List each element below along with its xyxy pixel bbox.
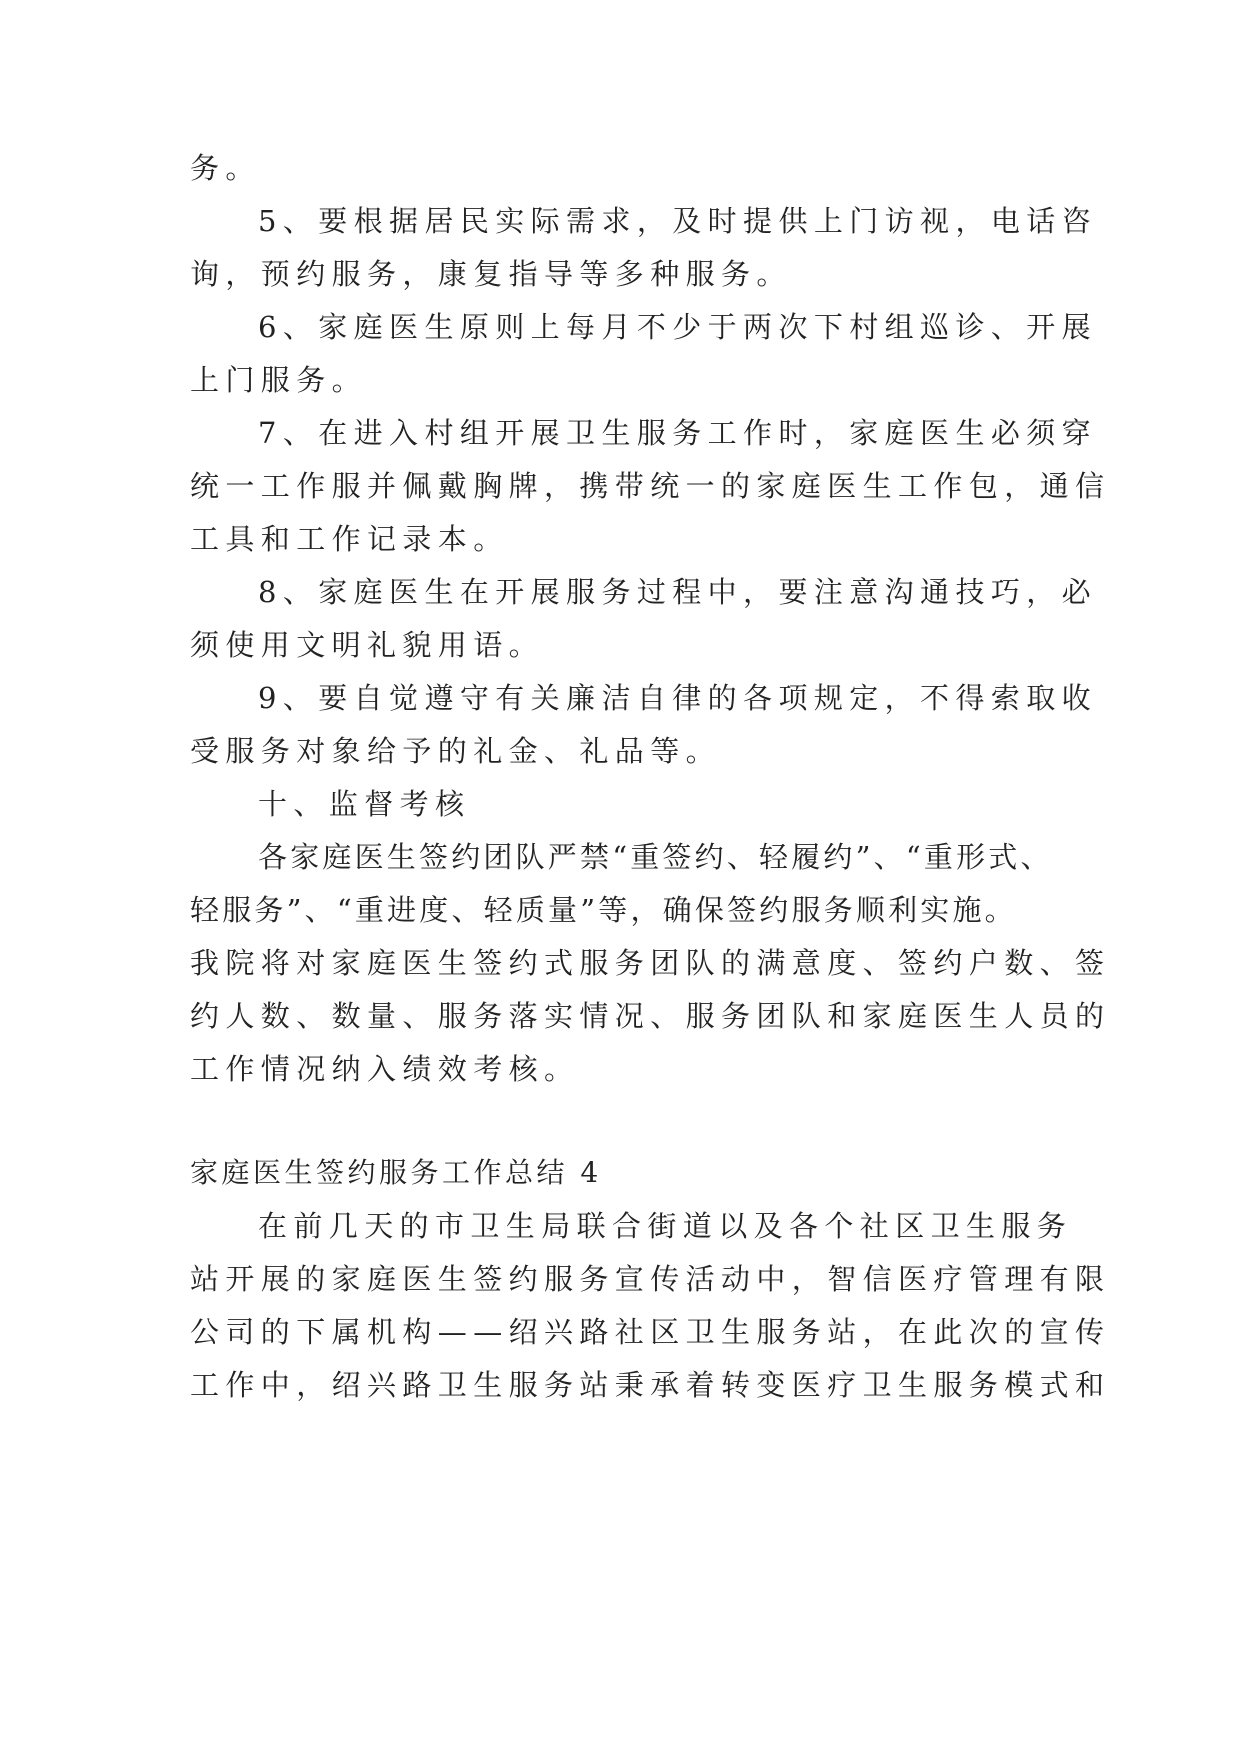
paragraph-line: 9、要自觉遵守有关廉洁自律的各项规定，不得索取收 xyxy=(258,681,1098,715)
paragraph-line: 统一工作服并佩戴胸牌，携带统一的家庭医生工作包，通信 xyxy=(190,469,1111,503)
paragraph-line: 各家庭医生签约团队严禁“重签约、轻履约”、“重形式、 xyxy=(258,840,1053,874)
paragraph-line: 站开展的家庭医生签约服务宣传活动中，智信医疗管理有限 xyxy=(190,1262,1111,1296)
paragraph-line: 务。 xyxy=(190,151,261,185)
paragraph-line: 工作情况纳入绩效考核。 xyxy=(190,1052,580,1086)
paragraph-line: 工具和工作记录本。 xyxy=(190,522,509,556)
paragraph-line: 我院将对家庭医生签约式服务团队的满意度、签约户数、签 xyxy=(190,946,1111,980)
paragraph-line: 约人数、数量、服务落实情况、服务团队和家庭医生人员的 xyxy=(190,999,1111,1033)
paragraph-line: 公司的下属机构——绍兴路社区卫生服务站，在此次的宣传 xyxy=(190,1315,1111,1349)
paragraph-line: 在前几天的市卫生局联合街道以及各个社区卫生服务 xyxy=(258,1209,1073,1243)
paragraph-line: 须使用文明礼貌用语。 xyxy=(190,628,545,662)
paragraph-line: 询，预约服务，康复指导等多种服务。 xyxy=(190,257,792,291)
paragraph-line: 工作中，绍兴路卫生服务站秉承着转变医疗卫生服务模式和 xyxy=(190,1368,1111,1402)
paragraph-line: 8、家庭医生在开展服务过程中，要注意沟通技巧，必 xyxy=(258,575,1098,609)
paragraph-line: 上门服务。 xyxy=(190,363,368,397)
paragraph-line: 5、要根据居民实际需求，及时提供上门访视，电话咨 xyxy=(258,204,1098,238)
section-heading: 十、监督考核 xyxy=(258,787,471,821)
paragraph-line: 受服务对象给予的礼金、礼品等。 xyxy=(190,734,722,768)
document-title: 家庭医生签约服务工作总结 4 xyxy=(190,1156,602,1189)
paragraph-line: 7、在进入村组开展卫生服务工作时，家庭医生必须穿 xyxy=(258,416,1098,450)
paragraph-line: 6、家庭医生原则上每月不少于两次下村组巡诊、开展 xyxy=(258,310,1098,344)
paragraph-line: 轻服务”、“重进度、轻质量”等，确保签约服务顺利实施。 xyxy=(190,893,1017,927)
